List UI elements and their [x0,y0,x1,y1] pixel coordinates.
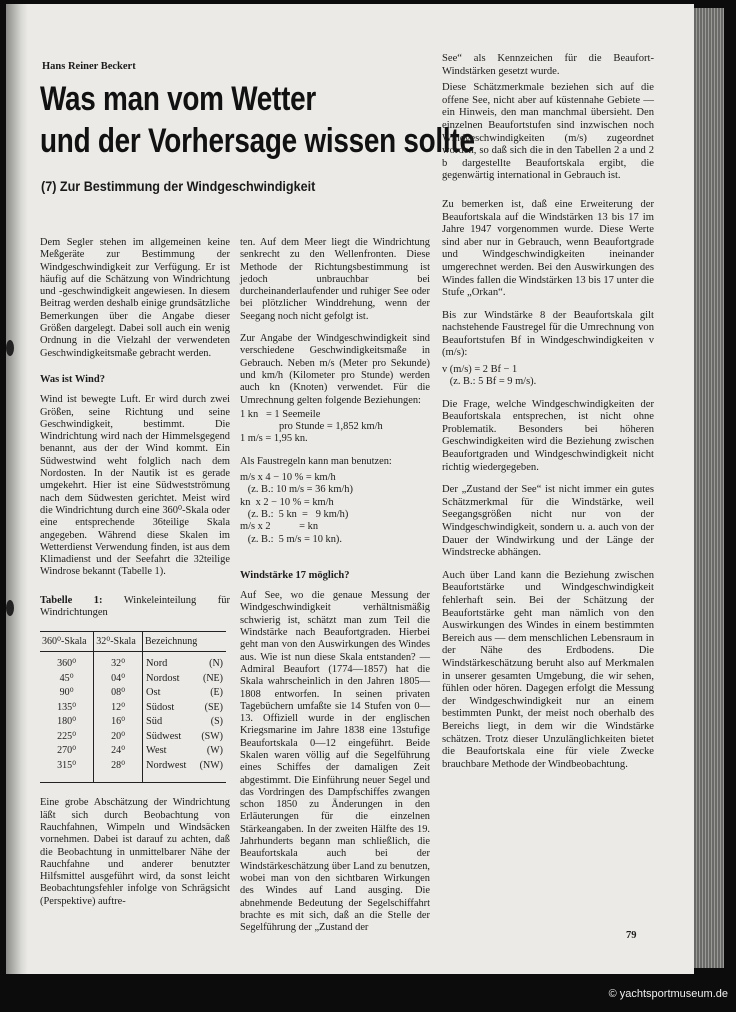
author-name: Hans Reiner Beckert [42,61,136,72]
cell-abbreviation: (W) [206,745,223,757]
article-subtitle: (7) Zur Bestimmung der Windgeschwindigkeit [41,178,316,194]
cell-name: Ost [146,687,161,699]
table-row [40,759,226,783]
title-line-1: Was man vom Wetter [40,80,316,118]
cell-32-scale: 32⁰ [94,652,143,672]
table-row [40,744,226,759]
paragraph: See“ als Kennzeichen für die Beaufort-Windstärken gesetzt wurde. [442,53,654,77]
rule-of-thumb-formulas: m/s x 4 − 10 % = km/h (z. B.: 10 m/s = 36 km/h) kn x 2 − 10 % = km/h (z. B.: 5 kn = 9 km/h) m/s x 2 = kn (z. B.: 5 m/s = 10 kn). [240,472,353,545]
cell-32-scale: 16⁰ [94,715,143,730]
table-header: 32⁰-Skala [94,632,143,652]
cell-abbreviation: (E) [210,687,223,699]
cell-360-scale: 225⁰ [40,730,94,745]
watermark: © yachtsportmuseum.de [608,988,728,1000]
table-row [40,715,226,730]
paragraph: Der „Zustand der See“ ist nicht immer ein gutes Schätzmerkmal für die Windstärke, weil Seegangsgrößen nicht nur von der Windgeschwindigkeit, sondern u. a. auch von der Dauer der Windwirkung und der Länge der Windstrecke abhängen. [442,484,654,559]
paragraph: Eine grobe Abschätzung der Windrichtung läßt sich durch Beobachtung von Rauchfahnen, Wimpeln und Windsäcken vornehmen. Dabei ist darauf zu achten, daß die Beobachtung in unmittelbarer Nähe der Rauchfahne und anderer benutzter Hilfsmittel ausgeführt wird, da sonst leicht Beobachtungsfehler infolge von Schrägsicht (Perspektive) auftre- [40,797,230,907]
table-row [40,730,226,745]
cell-abbreviation: (N) [209,658,223,670]
cell-32-scale: 24⁰ [94,744,143,759]
article-title [40,78,475,162]
table-header: 360⁰-Skala [40,632,94,652]
table-row [40,686,226,701]
column-1 [40,237,230,918]
section-heading: Was ist Wind? [40,373,105,385]
table-header: Bezeichnung [143,632,226,652]
cell-abbreviation: (NW) [194,759,226,783]
table-row [40,701,226,716]
cell-name: Nord [146,658,168,670]
page-gutter-shadow [6,4,28,974]
binding-hole [6,600,14,616]
conversion-formula: 1 kn = 1 Seemeile pro Stunde = 1,852 km/h 1 m/s = 1,95 kn. [240,408,383,445]
cell-32-scale: 08⁰ [94,686,143,701]
cell-32-scale: 28⁰ [94,759,143,783]
cell-name: Süd [146,716,163,728]
title-line-2: und der Vorhersage wissen sollte [40,122,475,160]
page-stack-edge [694,8,724,968]
paragraph: Bis zur Windstärke 8 der Beaufortskala gilt nachstehende Faustregel für die Umrechnung von Beaufortstufen Bf in Windgeschwindigkeiten v (m/s): [442,309,654,359]
cell-360-scale: 270⁰ [40,744,94,759]
cell-name: Nordost [146,672,180,684]
paragraph: Zur Angabe der Windgeschwindigkeit sind verschiedene Geschwindigkeitsmaße in Gebrauch. Neben m/s (Meter pro Sekunde) und km/h (Kilometer pro Stunde) werden auch kn (Knoten) verwendet. Für die Umrechnung gelten folgende Beziehungen: [240,333,430,406]
paragraph: Diese Schätzmerkmale beziehen sich auf die offene See, nicht aber auf küstennahe Gebiete — ein Hinweis, den man manchmal übersieht. Den einzelnen Beaufortstufen sind inzwischen noch Windgeschwindigkeiten (m/s) zugeordnet worden, so daß sich die in den Tabellen 2 a und 2 b dargestellte Beaufortskala ergibt, die gegenwärtig international in Gebrauch ist. [442,82,654,182]
paragraph: Wind ist bewegte Luft. Er wird durch zwei Größen, seine Richtung und seine Geschwindigkeit, bestimmt. Die Windrichtung wird nach der Himmelsgegend benannt, aus der der Wind kommt. Ein Südwestwind weht folglich nach dem Nordosten. In der Nautik ist es gerade umgekehrt. Hier ist eine Südwestströmung nach dem Südwesten gerichtet. Meist wird die Windrichtung durch eine 360⁰-Skala oder eine entsprechende 36teilige Skala angegeben. Während diese Skalen im Wetterdienst Verwendung finden, ist aus dem Klimadienst und der Seefahrt die 32teilige Windrose bekannt (Tabelle 1). [40,394,230,578]
section-heading: Windstärke 17 möglich? [240,569,350,581]
cell-name: Nordwest [143,759,194,783]
table-row [40,652,226,672]
cell-360-scale: 90⁰ [40,686,94,701]
cell-abbreviation: (NE) [203,672,223,684]
cell-abbreviation: (S) [210,716,223,728]
table-row [40,672,226,687]
beaufort-formula: v (m/s) = 2 Bf − 1 (z. B.: 5 Bf = 9 m/s). [442,364,537,388]
binding-hole [6,340,14,356]
cell-name: West [146,745,167,757]
cell-360-scale: 45⁰ [40,672,94,687]
paragraph: Auch über Land kann die Beziehung zwischen Beaufortstärke und Windgeschwindigkeit fehlerhaft sein. Bei der Schätzung der Beaufortstärke geht man nämlich von den Auswirkungen des Windes in einem bestimmten Bereich aus — dem menschlichen Lebensraum in der Nähe des Erdbodens. Die Windstärkeschätzung beruht also auf Merkmalen in unserer gesamten Umgebung, die wir sehen, fühlen oder hören. Dagegen erfolgt die Messung der Windgeschwindigkeit nur an einem bestimmten Punkt, der meist noch oberhalb des Bereichs liegt, in dem wir die Windstärke schätzen. Trotz dieser Unzulänglichkeiten bietet die Beaufortskala eine für viele Zwecke brauchbare Methode der Windbeobachtung. [442,569,654,770]
cell-abbreviation: (SE) [204,701,223,713]
paragraph: Die Frage, welche Windgeschwindigkeiten der Beaufortskala entsprechen, ist nicht ohne Problematik. Besonders bei höheren Geschwindigkeiten wird die Beziehung zwischen Beaufortgraden und Windgeschwindigkeit nicht richtig wiedergegeben. [442,398,654,473]
table-title: Winkeleinteilung für Windrichtungen [40,594,231,619]
column-2 [240,237,430,944]
cell-360-scale: 360⁰ [40,652,94,672]
paragraph: Zu bemerken ist, daß eine Erweiterung der Beaufortskala auf die Windstärken 13 bis 17 im Jahre 1947 vorgenommen wurde. Diese Werte sind aber nur in Gebrauch, wenn Beaufortgrade und Windgeschwindigkeiten ineinander umgerechnet werden. Bei den Auswirkungen des Windes fallen die Windstärken 13 bis 17 unter die Stufe „Orkan“. [442,198,654,299]
cell-name: Südwest [146,730,182,742]
paragraph: ten. Auf dem Meer liegt die Windrichtung senkrecht zu den Wellenfronten. Diese Methode der Richtungsbestimmung ist jedoch unbrauchbar bei durcheinanderlaufender und ruhiger See oder bei plötzlicher Winddrehung, wenn der Seegang noch nicht gefolgt ist. [240,237,430,322]
cell-32-scale: 12⁰ [94,701,143,716]
page-number: 79 [626,930,637,941]
cell-name: Südost [146,701,175,713]
cell-360-scale: 135⁰ [40,701,94,716]
cell-32-scale: 04⁰ [94,672,143,687]
paragraph: Als Faustregeln kann man benutzen: [240,455,392,467]
paragraph: Auf See, wo die genaue Messung der Windgeschwindigkeit verhältnismäßig schwierig ist, schätzt man zum Teil die Windstärke nach Beaufortgraden. Hierbei geht man von den Auswirkungen des Windes aus. Wie ist nun diese Skala entstanden? — Admiral Beaufort (1774—1857) hat die Skala wahrscheinlich in den Jahren 1805—1808 entworfen. In seinen privaten Tagebüchern umfaßte sie 14 Stufen von 0—13. Offiziell wurde in der englischen Kriegsmarine im Jahre 1838 eine 13stufige Beaufortskala 0—12 eingeführt. Beide Skalen waren völlig auf die Segelführung eines Schiffes der damaligen Zeit abgestimmt. Die Einführung neuer Segel und das Vordringen des Dampfschiffes zwangen schon 1850 zu Änderungen in den Erläuterungen für die einzelnen Stärkeangaben. In der zweiten Hälfte des 19. Jahrhunderts begann man schließlich, die Beaufortskala auch bei der Windstärkeschätzung über Land zu benutzen, wobei man von den sichtbaren Wirkungen des Windes auf Land ausging. Die abnehmende Bedeutung der Segelschiffahrt brachte es mit sich, daß an die Stelle der Segelführung der „Zustand der [240,590,430,934]
cell-360-scale: 180⁰ [40,715,94,730]
cell-360-scale: 315⁰ [40,759,94,783]
paragraph: Dem Segler stehen im allgemeinen keine Meßgeräte zur Bestimmung der Windgeschwindigkeit zur Verfügung. Er ist häufig auf die Schätzung von Windrichtung und -geschwindigkeit angewiesen. In diesem Beitrag werden deshalb einige grundsätzliche Bemerkungen über die Angabe dieser Größen dargelegt. Dabei soll auch ein wenig Ordnung in die Vielzahl der verwendeten Geschwindigkeitsmaße gebracht werden. [40,237,230,359]
column-3 [442,53,654,781]
table-label: Tabelle 1: [40,594,103,606]
wind-direction-table [40,631,226,783]
table-caption [40,595,230,620]
cell-abbreviation: (SW) [201,730,223,742]
cell-32-scale: 20⁰ [94,730,143,745]
